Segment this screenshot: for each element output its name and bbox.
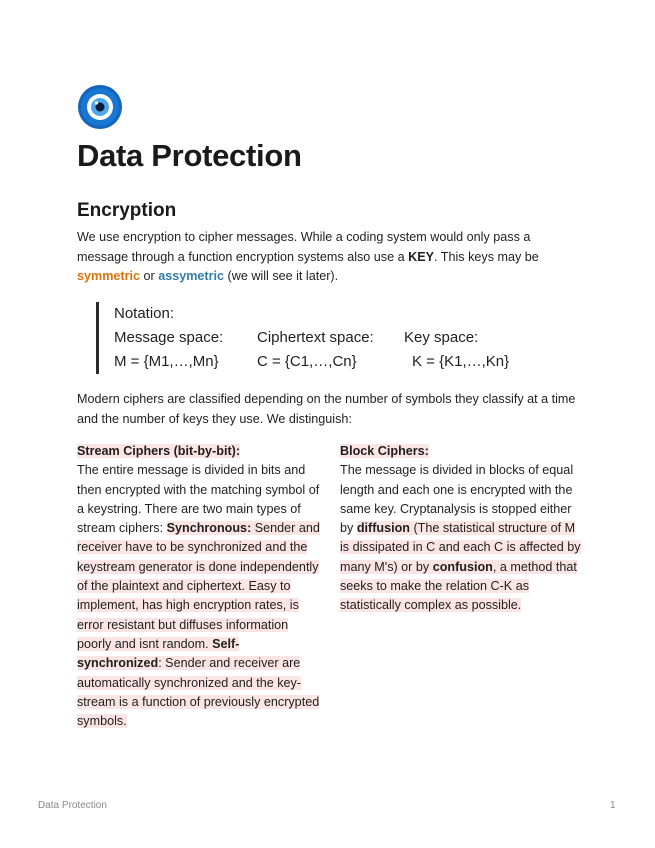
ciphertext-space-value: C = {C1,…,Cn} <box>257 353 357 370</box>
block-text-2: (The statistical structure of M is dissipated in C and each C is affected by many M's) or by <box>340 521 581 574</box>
stream-text-2: Sender and receiver have to be synchronized and the keystream generator is done independently of the plaintext and ciphertext. Easy to implement, has high encryption rates, is error resistant but diffuses information poorly and isnt random. <box>77 521 320 651</box>
block-text-3: , a method that seeks to make the relation C-K as statistically complex as possible. <box>340 559 577 613</box>
nazar-eye-icon <box>77 84 123 130</box>
message-space-label: Message space: <box>114 329 224 346</box>
notation-title: Notation: <box>114 305 175 322</box>
diffusion-term: diffusion <box>356 521 410 536</box>
intro-text-4: (we will see it later). <box>224 269 339 283</box>
notation-quote <box>96 302 574 374</box>
block-text-1: The message is divided in blocks of equal length and each one is encrypted with the same key. Cryptanalysis is stopped either by <box>340 463 574 536</box>
notation-values-row <box>114 350 574 374</box>
intro-paragraph <box>77 228 577 287</box>
key-space-value: K = {K1,…,Kn} <box>412 353 510 370</box>
notation-title-row <box>114 302 574 326</box>
stream-text-3: : Sender and receiver are automatically synchronized and the key-stream is a function of previously encrypted symbols. <box>77 656 320 729</box>
self-synchronized-term: Self-synchronized <box>77 636 240 671</box>
key-term: KEY <box>408 249 435 264</box>
page-title: Data Protection <box>77 138 302 173</box>
assymetric-term: assymetric <box>158 269 225 283</box>
intro-text-3: or <box>140 269 159 283</box>
notation-labels-row <box>114 326 574 350</box>
synchronous-term: Synchronous: <box>166 521 252 536</box>
stream-ciphers-column <box>77 442 322 731</box>
block-ciphers-column <box>340 442 585 616</box>
confusion-term: confusion <box>432 559 493 574</box>
stream-ciphers-heading: Stream Ciphers (bit-by-bit): <box>77 444 241 458</box>
stream-text-1: The entire message is divided in bits and then encrypted with the matching symbol of a keystring. There are two main types of stream ciphers: <box>77 463 320 536</box>
symmetric-term: symmetric <box>77 269 141 283</box>
block-ciphers-heading: Block Ciphers: <box>340 444 429 458</box>
section-heading-encryption: Encryption <box>77 200 177 221</box>
footer-document-title: Data Protection <box>38 800 107 811</box>
intro-text-1: We use encryption to cipher messages. While a coding system would only pass a message through a function encryption systems also use a <box>77 230 531 264</box>
footer-page-number: 1 <box>610 800 616 811</box>
ciphertext-space-label: Ciphertext space: <box>257 329 374 346</box>
intro-text-2: . This keys may be <box>434 249 539 264</box>
classification-paragraph: Modern ciphers are classified depending on the number of symbols they classify at a time and the number of keys they use. We distinguish: <box>77 392 576 426</box>
key-space-label: Key space: <box>404 329 479 346</box>
message-space-value: M = {M1,…,Mn} <box>114 353 219 370</box>
